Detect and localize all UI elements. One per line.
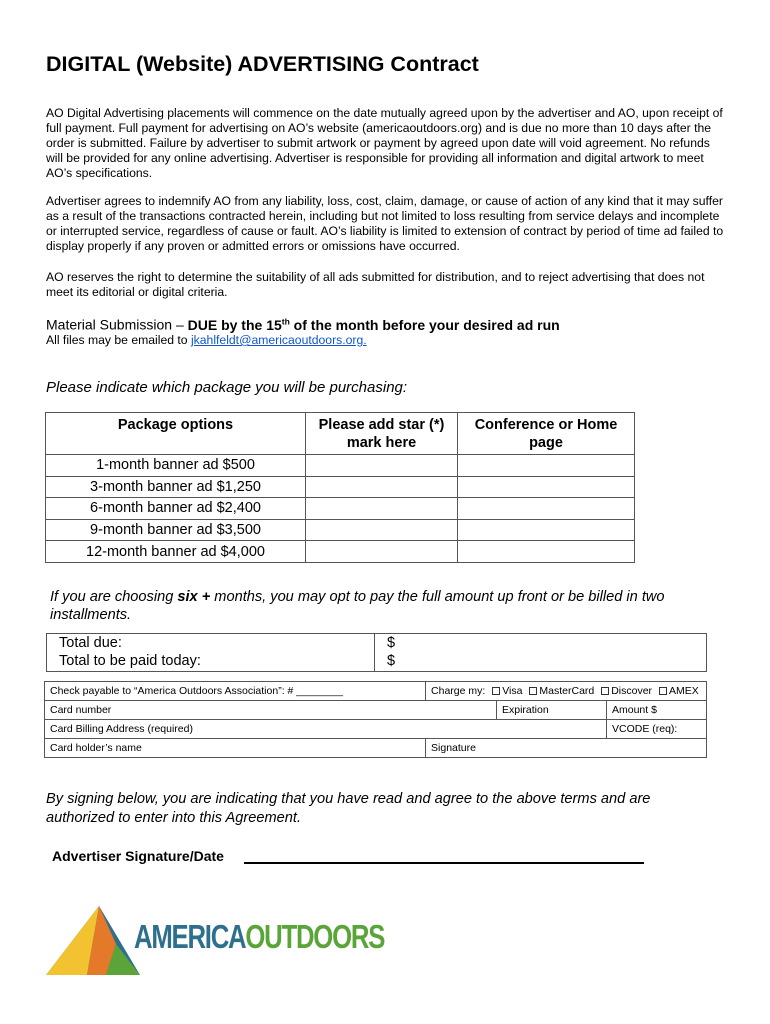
placement-cell[interactable] <box>458 541 635 563</box>
table-row <box>46 498 635 520</box>
package-option: 9-month banner ad $3,500 <box>46 519 306 541</box>
charge-options <box>426 682 707 701</box>
card-holder-field[interactable]: Card holder’s name <box>45 739 426 758</box>
email-link[interactable]: jkahlfeldt@americaoutdoors.org. <box>190 333 367 347</box>
six-plus-bold: six + <box>177 589 211 605</box>
installment-note: If you are choosing six + months, you may opt to pay the full amount up front or be billed in two installments. <box>50 589 665 623</box>
discover-label: Discover <box>611 685 653 697</box>
payment-table <box>44 681 707 758</box>
package-table <box>45 412 635 563</box>
total-due-label: Total due: <box>47 634 375 653</box>
billing-address-field[interactable]: Card Billing Address (required) <box>45 720 607 739</box>
material-due-date: DUE by the 15th of the month before your desired ad run <box>187 316 560 333</box>
visa-checkbox[interactable] <box>492 687 500 695</box>
check-payable-field[interactable]: Check payable to “America Outdoors Association”: # ________ <box>45 682 426 701</box>
total-today-label: Total to be paid today: <box>47 653 375 672</box>
placement-cell[interactable] <box>458 455 635 477</box>
package-option: 1-month banner ad $500 <box>46 455 306 477</box>
star-mark-cell[interactable] <box>306 455 458 477</box>
payment-row-card <box>45 701 707 720</box>
signature-line[interactable] <box>244 862 644 864</box>
placement-cell[interactable] <box>458 498 635 520</box>
star-mark-cell[interactable] <box>306 541 458 563</box>
mastercard-checkbox[interactable] <box>529 687 537 695</box>
package-option: 6-month banner ad $2,400 <box>46 498 306 520</box>
header-conference-home: Conference or Home page <box>458 413 635 455</box>
table-row <box>46 519 635 541</box>
total-due-field[interactable]: $ <box>375 634 707 653</box>
package-option: 12-month banner ad $4,000 <box>46 541 306 563</box>
terms-paragraph-payment: AO Digital Advertising placements will commence on the date mutually agreed upon by the advertiser and AO, upon receipt of full payment. Full payment for advertising on AO’s website (americaoutdoors.org) and is due no more than 10 days after the order is submitted. Failure by advertiser to submit artwork or payment by agreed upon date will void agreement. No refunds will be provided for any online advertising. Advertiser is responsible for providing all information and digital artwork to meet AO’s specifications. <box>46 106 723 180</box>
table-row <box>46 541 635 563</box>
material-submission <box>46 316 560 333</box>
placement-cell[interactable] <box>458 476 635 498</box>
header-package-options: Package options <box>46 413 306 455</box>
email-prefix: All files may be emailed to <box>46 333 191 347</box>
signature-field[interactable]: Signature <box>426 739 707 758</box>
discover-checkbox[interactable] <box>601 687 609 695</box>
payment-row-holder <box>45 739 707 758</box>
table-row <box>46 455 635 477</box>
card-number-field[interactable]: Card number <box>45 701 497 720</box>
totals-table <box>46 633 707 672</box>
payment-row-method <box>45 682 707 701</box>
charge-label: Charge my: <box>431 685 486 697</box>
terms-paragraph-suitability: AO reserves the right to determine the suitability of all ads submitted for distribution, and to reject advertising that does not meet its editorial or digital criteria. <box>46 270 705 299</box>
amount-field[interactable]: Amount $ <box>607 701 707 720</box>
page-title: DIGITAL (Website) ADVERTISING Contract <box>46 52 479 76</box>
payment-row-address <box>45 720 707 739</box>
total-today-row <box>47 653 707 672</box>
star-mark-cell[interactable] <box>306 476 458 498</box>
header-star-mark: Please add star (*) mark here <box>306 413 458 455</box>
visa-label: Visa <box>502 685 523 697</box>
total-due-row <box>47 634 707 653</box>
package-table-header <box>46 413 635 455</box>
email-instructions <box>46 333 367 347</box>
vcode-field[interactable]: VCODE (req): <box>607 720 707 739</box>
expiration-field[interactable]: Expiration <box>497 701 607 720</box>
mastercard-label: MasterCard <box>539 685 595 697</box>
signature-label: Advertiser Signature/Date <box>52 848 224 864</box>
agreement-statement: By signing below, you are indicating that you have read and agree to the above terms and are authorized to enter into this Agreement. <box>46 791 651 826</box>
material-prefix: Material Submission – <box>46 316 188 333</box>
amex-label: AMEX <box>668 685 699 697</box>
table-row <box>46 476 635 498</box>
star-mark-cell[interactable] <box>306 498 458 520</box>
star-mark-cell[interactable] <box>306 519 458 541</box>
amex-checkbox[interactable] <box>659 687 667 695</box>
package-option: 3-month banner ad $1,250 <box>46 476 306 498</box>
placement-cell[interactable] <box>458 519 635 541</box>
package-prompt: Please indicate which package you will be purchasing: <box>46 379 408 396</box>
total-today-field[interactable]: $ <box>375 653 707 672</box>
terms-paragraph-indemnify: Advertiser agrees to indemnify AO from any liability, loss, cost, claim, damage, or cause of action of any kind that it may suffer as a result of the transactions contracted herein, including but not limited to loss resulting from service delays and incomplete or interrupted service, regardless of cause or fault. AO’s liability is limited to extension of contract by period of time ad failed to display properly if any proven or admitted errors or omissions have occurred. <box>46 194 724 253</box>
logo-wordmark: AMERICAOUTDOORS <box>134 918 385 955</box>
